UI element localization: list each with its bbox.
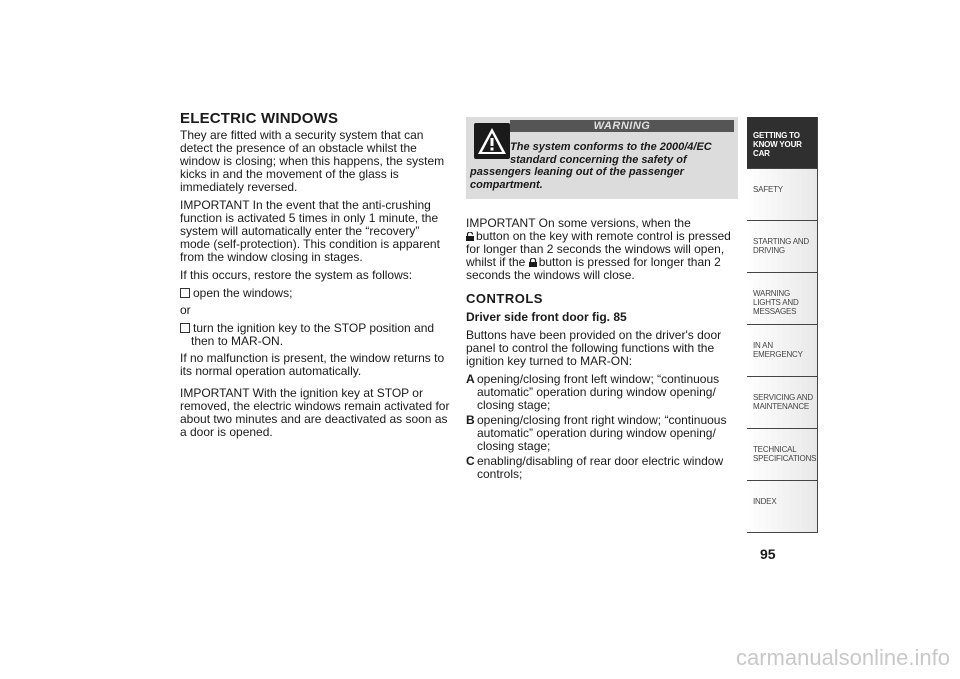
warning-heading: WARNING <box>510 120 734 132</box>
tab-servicing-and-maintenance[interactable]: SERVICING AND MAINTENANCE <box>747 377 818 429</box>
controls-heading: CONTROLS <box>466 291 543 306</box>
paragraph: or <box>180 303 191 317</box>
paragraph: IMPORTANT In the event that the anti-crushing function is activated 5 times in only 1 minute, the system will automatically enter the “recovery” mode (self-protection). This condition is apparent from the window closing in stages. <box>180 198 440 264</box>
checkbox-bullet-icon <box>180 288 190 298</box>
warning-text: The system conforms to the 2000/4/EC standard concerning the safety of passengers leaning out of the passenger compartment. <box>470 141 712 191</box>
chapter-sidebar <box>747 117 818 533</box>
checkbox-bullet-icon <box>180 323 190 333</box>
paragraph: If this occurs, restore the system as follows: <box>180 268 413 282</box>
warning-box <box>466 117 738 199</box>
tab-safety[interactable]: SAFETY <box>747 169 818 221</box>
right-column <box>466 217 738 483</box>
tab-starting-and-driving[interactable]: STARTING AND DRIVING <box>747 221 818 273</box>
tab-technical-specifications[interactable]: TECHNICAL SPECIFICATIONS <box>747 429 818 481</box>
paragraph: If no malfunction is present, the window returns to its normal operation automatically. <box>180 351 445 378</box>
paragraph: IMPORTANT With the ignition key at STOP or removed, the electric windows remain activated for about two minutes and are deactivated as soon as a door is opened. <box>180 386 450 439</box>
lock-icon <box>529 258 537 267</box>
list-item: B opening/closing front right window; “continuous automatic” operation during window opening/ closing stage; <box>466 413 727 453</box>
paragraph: Buttons have been provided on the driver's door panel to control the following functions with the ignition key turned to MAR-ON: <box>466 328 722 368</box>
watermark: carmanualsonline.info <box>735 645 950 670</box>
tab-getting-to-know-your-car[interactable]: GETTING TO KNOW YOUR CAR <box>747 117 818 169</box>
driver-door-heading: Driver side front door fig. 85 <box>466 310 627 324</box>
important-paragraph: IMPORTANT On some versions, when the button on the key with remote control is pressed for longer than 2 seconds the windows will open, whilst if the button is pressed for longer than 2 seconds the windows will close. <box>466 216 731 282</box>
page-number: 95 <box>760 546 776 562</box>
section-title: ELECTRIC WINDOWS <box>180 110 339 127</box>
tab-in-an-emergency[interactable]: IN AN EMERGENCY <box>747 325 818 377</box>
left-column <box>180 112 452 444</box>
list-item: C enabling/disabling of rear door electric window controls; <box>466 454 724 481</box>
list-item: A opening/closing front left window; “continuous automatic” operation during window opening/ closing stage; <box>466 372 720 412</box>
tab-index[interactable]: INDEX <box>747 481 818 533</box>
paragraph: They are fitted with a security system that can detect the presence of an obstacle whilst the window is closing; when this happens, the system kicks in and the movement of the glass is immediately reversed. <box>180 128 445 194</box>
unlock-icon <box>466 232 474 241</box>
tab-warning-lights-and-messages[interactable]: WARNING LIGHTS AND MESSAGES <box>747 273 818 325</box>
bullet-item: open the windows; <box>180 287 452 300</box>
bullet-item: turn the ignition key to the STOP position and then to MAR-ON. <box>180 322 452 348</box>
